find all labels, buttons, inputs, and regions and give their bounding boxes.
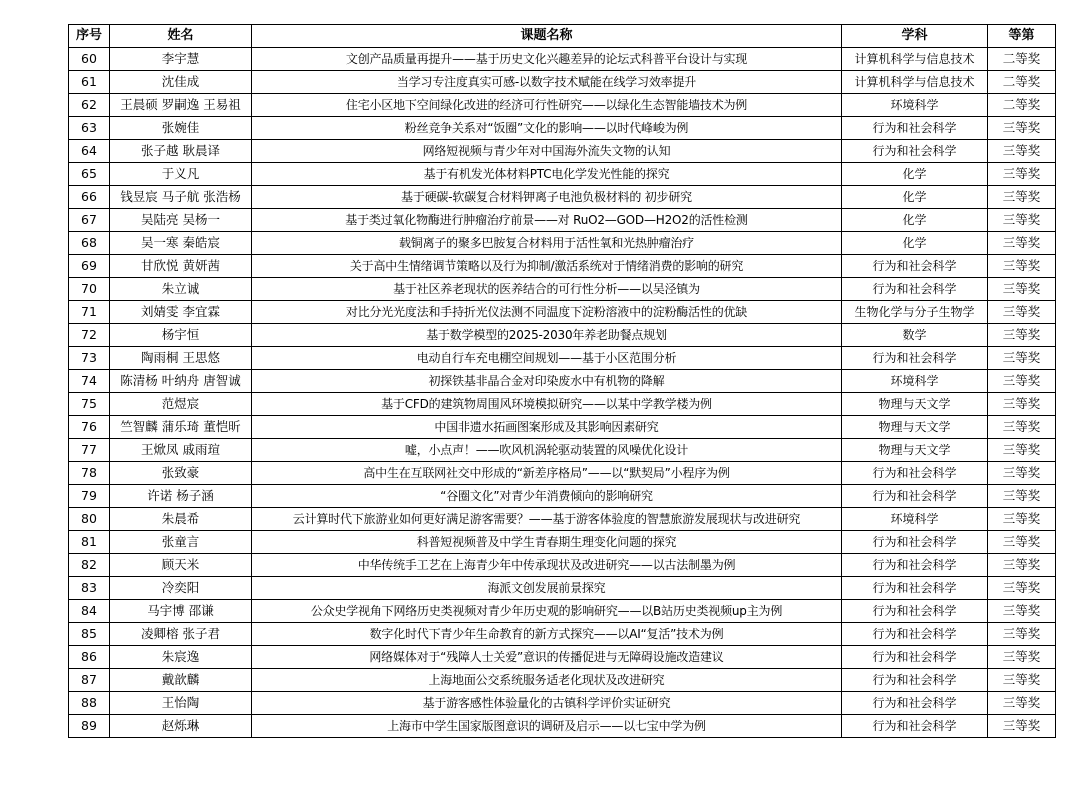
cell-award: 三等奖 [988,600,1056,623]
cell-no: 64 [69,140,110,163]
cell-title: “谷圈文化”对青少年消费倾向的影响研究 [252,485,842,508]
header-name: 姓名 [110,25,252,48]
table-row [69,186,1056,209]
cell-award: 二等奖 [988,71,1056,94]
cell-no: 76 [69,416,110,439]
cell-title: 基于CFD的建筑物周围风环境模拟研究——以某中学教学楼为例 [252,393,842,416]
table-row [69,232,1056,255]
cell-name: 陈清杨 叶纳舟 唐智诚 [110,370,252,393]
cell-title: 科普短视频普及中学生青春期生理变化问题的探究 [252,531,842,554]
cell-name: 马宇博 邵谦 [110,600,252,623]
cell-name: 沈佳成 [110,71,252,94]
table-row [69,255,1056,278]
cell-award: 三等奖 [988,439,1056,462]
cell-no: 74 [69,370,110,393]
cell-no: 81 [69,531,110,554]
cell-no: 69 [69,255,110,278]
cell-name: 王怡陶 [110,692,252,715]
table-row [69,715,1056,738]
cell-award: 三等奖 [988,278,1056,301]
cell-title: 载铜离子的聚多巴胺复合材料用于活性氧和光热肿瘤治疗 [252,232,842,255]
cell-subject: 化学 [842,232,988,255]
cell-subject: 计算机科学与信息技术 [842,71,988,94]
cell-no: 85 [69,623,110,646]
cell-name: 吴陆亮 吴杨一 [110,209,252,232]
cell-name: 杨宇恒 [110,324,252,347]
cell-subject: 行为和社会科学 [842,531,988,554]
cell-title: 基于社区养老现状的医养结合的可行性分析——以吴泾镇为 [252,278,842,301]
table-row [69,140,1056,163]
table-row [69,692,1056,715]
cell-award: 三等奖 [988,715,1056,738]
cell-no: 78 [69,462,110,485]
table-row [69,370,1056,393]
cell-award: 三等奖 [988,209,1056,232]
header-award: 等第 [988,25,1056,48]
cell-no: 84 [69,600,110,623]
cell-no: 88 [69,692,110,715]
cell-name: 顾天米 [110,554,252,577]
cell-title: 当学习专注度真实可感-以数字技术赋能在线学习效率提升 [252,71,842,94]
header-title: 课题名称 [252,25,842,48]
cell-award: 三等奖 [988,462,1056,485]
cell-name: 张子越 耿晨译 [110,140,252,163]
cell-subject: 物理与天文学 [842,439,988,462]
cell-award: 三等奖 [988,554,1056,577]
cell-title: 对比分光光度法和手持折光仪法测不同温度下淀粉溶液中的淀粉酶活性的优缺 [252,301,842,324]
cell-title: 文创产品质量再提升——基于历史文化兴趣差异的论坛式科普平台设计与实现 [252,48,842,71]
cell-title: 中华传统手工艺在上海青少年中传承现状及改进研究——以古法制墨为例 [252,554,842,577]
cell-title: 上海地面公交系统服务适老化现状及改进研究 [252,669,842,692]
table-row [69,71,1056,94]
cell-subject: 行为和社会科学 [842,623,988,646]
cell-name: 朱晨希 [110,508,252,531]
cell-no: 68 [69,232,110,255]
cell-no: 71 [69,301,110,324]
award-table [68,24,1056,738]
cell-title: 住宅小区地下空间绿化改进的经济可行性研究——以绿化生态智能墙技术为例 [252,94,842,117]
cell-subject: 行为和社会科学 [842,577,988,600]
cell-no: 73 [69,347,110,370]
cell-award: 三等奖 [988,163,1056,186]
cell-subject: 生物化学与分子生物学 [842,301,988,324]
cell-subject: 行为和社会科学 [842,278,988,301]
cell-award: 三等奖 [988,646,1056,669]
cell-subject: 行为和社会科学 [842,117,988,140]
cell-no: 70 [69,278,110,301]
cell-subject: 行为和社会科学 [842,140,988,163]
cell-award: 三等奖 [988,255,1056,278]
cell-award: 三等奖 [988,347,1056,370]
cell-title: 初探铁基非晶合金对印染废水中有机物的降解 [252,370,842,393]
cell-title: 上海市中学生国家版图意识的调研及启示——以七宝中学为例 [252,715,842,738]
cell-subject: 环境科学 [842,508,988,531]
cell-title: 数字化时代下青少年生命教育的新方式探究——以AI“复活”技术为例 [252,623,842,646]
cell-no: 67 [69,209,110,232]
cell-no: 79 [69,485,110,508]
cell-no: 75 [69,393,110,416]
cell-award: 三等奖 [988,301,1056,324]
cell-award: 三等奖 [988,186,1056,209]
table-row [69,324,1056,347]
cell-award: 三等奖 [988,577,1056,600]
cell-title: 公众史学视角下网络历史类视频对青少年历史观的影响研究——以B站历史类视频up主为例 [252,600,842,623]
cell-no: 87 [69,669,110,692]
cell-no: 65 [69,163,110,186]
table-row [69,416,1056,439]
table-row [69,94,1056,117]
cell-subject: 行为和社会科学 [842,669,988,692]
cell-subject: 行为和社会科学 [842,485,988,508]
cell-title: 基于类过氧化物酶进行肿瘤治疗前景——对 RuO2—GOD—H2O2的活性检测 [252,209,842,232]
cell-award: 三等奖 [988,485,1056,508]
cell-award: 二等奖 [988,94,1056,117]
table-row [69,600,1056,623]
cell-award: 三等奖 [988,531,1056,554]
cell-title: 基于数学模型的2025-2030年养老助餐点规划 [252,324,842,347]
cell-name: 张致豪 [110,462,252,485]
cell-subject: 计算机科学与信息技术 [842,48,988,71]
table-row [69,347,1056,370]
table-row [69,554,1056,577]
cell-name: 戴歆麟 [110,669,252,692]
cell-no: 89 [69,715,110,738]
cell-name: 吴一寒 秦皓宸 [110,232,252,255]
table-row [69,508,1056,531]
cell-subject: 行为和社会科学 [842,646,988,669]
cell-name: 凌卿榕 张子君 [110,623,252,646]
cell-name: 刘婧雯 李宜霖 [110,301,252,324]
cell-no: 66 [69,186,110,209]
table-row [69,462,1056,485]
cell-subject: 化学 [842,186,988,209]
cell-subject: 行为和社会科学 [842,554,988,577]
cell-name: 张婉佳 [110,117,252,140]
cell-title: 电动自行车充电棚空间规划——基于小区范围分析 [252,347,842,370]
cell-name: 李宇慧 [110,48,252,71]
cell-name: 王焮凤 戚雨瑄 [110,439,252,462]
cell-award: 三等奖 [988,393,1056,416]
cell-subject: 物理与天文学 [842,416,988,439]
cell-subject: 行为和社会科学 [842,347,988,370]
cell-name: 竺智麟 蒲乐琦 董恺昕 [110,416,252,439]
cell-name: 朱立诚 [110,278,252,301]
cell-subject: 物理与天文学 [842,393,988,416]
cell-title: 云计算时代下旅游业如何更好满足游客需要？——基于游客体验度的智慧旅游发展现状与改进研究 [252,508,842,531]
cell-no: 63 [69,117,110,140]
header-no: 序号 [69,25,110,48]
cell-title: 基于硬碳-软碳复合材料钾离子电池负极材料的 初步研究 [252,186,842,209]
cell-no: 83 [69,577,110,600]
cell-subject: 环境科学 [842,370,988,393]
table-row [69,393,1056,416]
cell-title: 基于有机发光体材料PTC电化学发光性能的探究 [252,163,842,186]
header-subject: 学科 [842,25,988,48]
cell-no: 82 [69,554,110,577]
cell-title: 中国非遗水拓画图案形成及其影响因素研究 [252,416,842,439]
table-row [69,48,1056,71]
cell-title: 高中生在互联网社交中形成的“新差序格局”——以“默契局”小程序为例 [252,462,842,485]
cell-name: 王晨硕 罗嗣逸 王易祖 [110,94,252,117]
table-row [69,669,1056,692]
table-body [69,48,1056,738]
cell-subject: 行为和社会科学 [842,692,988,715]
cell-award: 三等奖 [988,623,1056,646]
cell-award: 三等奖 [988,370,1056,393]
cell-name: 钱昱宸 马子航 张浩杨 [110,186,252,209]
cell-title: 海派文创发展前景探究 [252,577,842,600]
cell-award: 三等奖 [988,508,1056,531]
cell-title: 网络短视频与青少年对中国海外流失文物的认知 [252,140,842,163]
cell-no: 61 [69,71,110,94]
cell-subject: 行为和社会科学 [842,600,988,623]
cell-title: 关于高中生情绪调节策略以及行为抑制/激活系统对于情绪消费的影响的研究 [252,255,842,278]
table-row [69,278,1056,301]
cell-name: 甘欣悦 黄妍茜 [110,255,252,278]
cell-subject: 化学 [842,163,988,186]
table-row [69,209,1056,232]
cell-no: 72 [69,324,110,347]
cell-no: 62 [69,94,110,117]
table-row [69,485,1056,508]
cell-subject: 化学 [842,209,988,232]
cell-subject: 行为和社会科学 [842,715,988,738]
cell-name: 冷奕阳 [110,577,252,600]
table-row [69,531,1056,554]
cell-award: 三等奖 [988,692,1056,715]
table-row [69,439,1056,462]
cell-no: 80 [69,508,110,531]
cell-award: 三等奖 [988,140,1056,163]
cell-award: 三等奖 [988,324,1056,347]
cell-name: 张童言 [110,531,252,554]
cell-award: 三等奖 [988,232,1056,255]
cell-subject: 数学 [842,324,988,347]
table-row [69,117,1056,140]
cell-no: 60 [69,48,110,71]
cell-subject: 行为和社会科学 [842,462,988,485]
cell-name: 朱宸逸 [110,646,252,669]
cell-name: 许诺 杨子涵 [110,485,252,508]
cell-no: 86 [69,646,110,669]
cell-title: 网络媒体对于“残障人士关爱”意识的传播促进与无障碍设施改造建议 [252,646,842,669]
cell-no: 77 [69,439,110,462]
cell-award: 三等奖 [988,416,1056,439]
cell-title: 基于游客感性体验量化的古镇科学评价实证研究 [252,692,842,715]
cell-award: 二等奖 [988,48,1056,71]
header-row [69,25,1056,48]
cell-name: 陶雨桐 王思悠 [110,347,252,370]
cell-subject: 行为和社会科学 [842,255,988,278]
table-row [69,301,1056,324]
table-row [69,163,1056,186]
cell-award: 三等奖 [988,669,1056,692]
table-row [69,577,1056,600]
cell-name: 于义凡 [110,163,252,186]
table-row [69,646,1056,669]
cell-name: 范煜宸 [110,393,252,416]
cell-name: 赵烁琳 [110,715,252,738]
cell-title: 粉丝竞争关系对“饭圈”文化的影响——以时代峰峻为例 [252,117,842,140]
cell-title: 嘘，小点声！——吹风机涡轮驱动装置的风噪优化设计 [252,439,842,462]
cell-award: 三等奖 [988,117,1056,140]
cell-subject: 环境科学 [842,94,988,117]
table-row [69,623,1056,646]
